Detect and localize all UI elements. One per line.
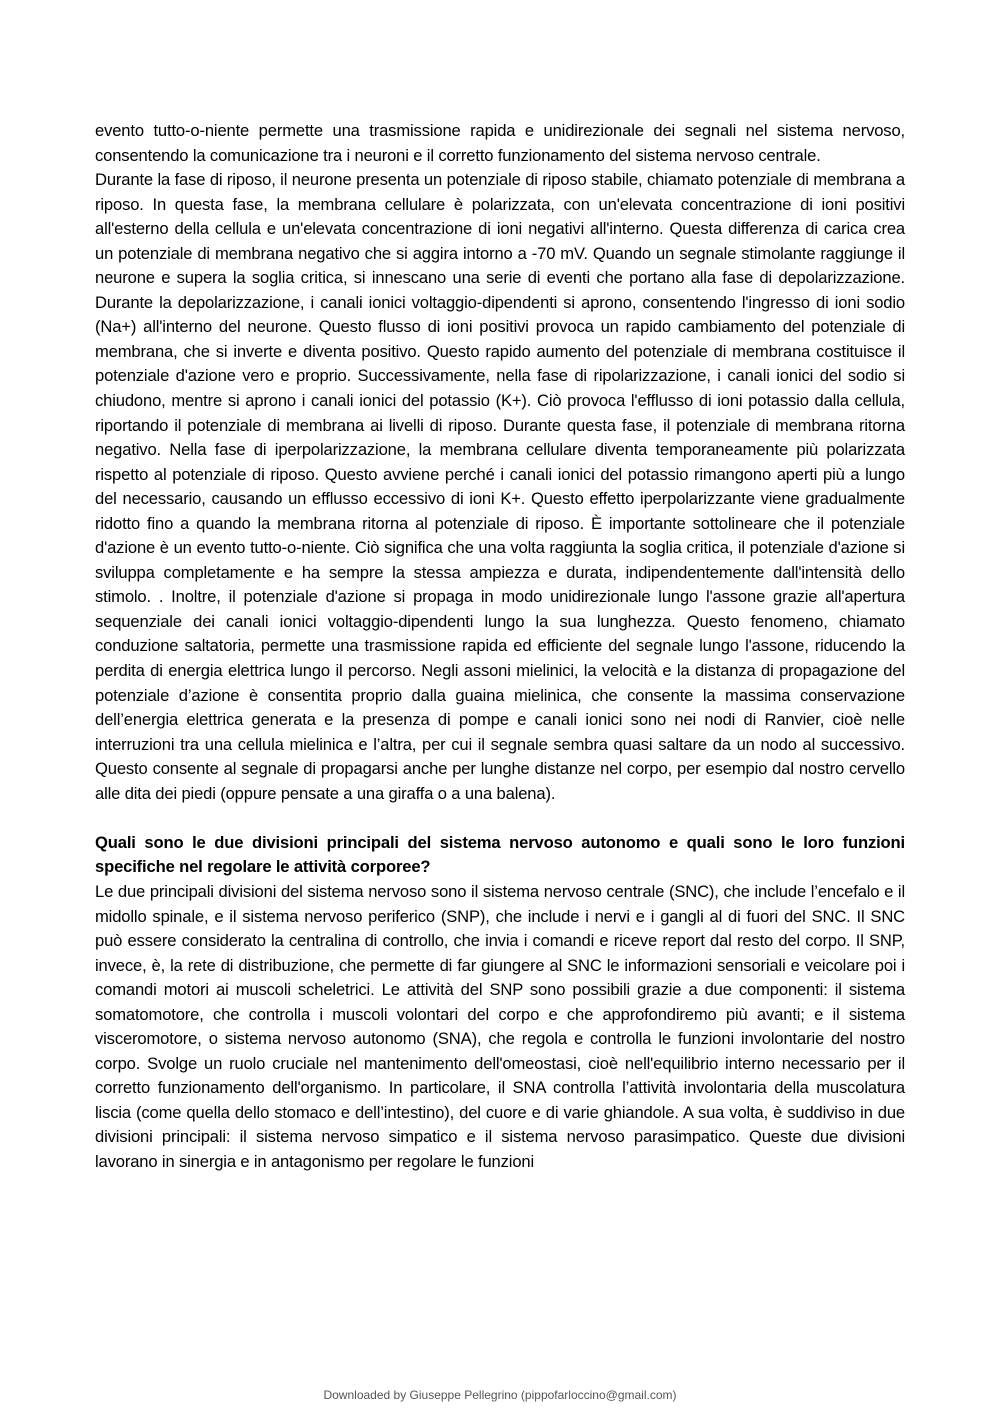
paragraph-gap: [95, 806, 905, 831]
paragraph-action-potential: Durante la fase di riposo, il neurone presenta un potenziale di riposo stabile, chiamato potenziale di membrana a riposo. In questa fase, la membrana cellulare è polarizzata, con un'elevata concentrazione di ioni positivi all'esterno della cellula e un'elevata concentrazione di ioni negativi all'interno. Questa differenza di carica crea un potenziale di membrana negativo che si aggira intorno a -70 mV. Quando un segnale stimolante raggiunge il neurone e supera la soglia critica, si innescano una serie di eventi che portano alla fase di depolarizzazione. Durante la depolarizzazione, i canali ionici voltaggio-dipendenti si aprono, consentendo l'ingresso di ioni sodio (Na+) all'interno del neurone. Questo flusso di ioni positivi provoca un rapido cambiamento del potenziale di membrana, che si inverte e diventa positivo. Questo rapido aumento del potenziale di membrana costituisce il potenziale d'azione vero e proprio. Successivamente, nella fase di ripolarizzazione, i canali ionici del sodio si chiudono, mentre si aprono i canali ionici del potassio (K+). Ciò provoca l'efflusso di ioni potassio dalla cellula, riportando il potenziale di membrana ai livelli di riposo. Durante questa fase, il potenziale di membrana ritorna negativo. Nella fase di iperpolarizzazione, la membrana cellulare diventa temporaneamente più polarizzata rispetto al potenziale di riposo. Questo avviene perché i canali ionici del potassio rimangono aperti più a lungo del necessario, causando un efflusso eccessivo di ioni K+. Questo effetto iperpolarizzante viene gradualmente ridotto fino a quando la membrana ritorna al potenziale di riposo. È importante sottolineare che il potenziale d'azione è un evento tutto-o-niente. Ciò significa che una volta raggiunta la soglia critica, il potenziale d'azione si sviluppa completamente e ha sempre la stessa ampiezza e durata, indipendentemente dall'intensità dello stimolo. . Inoltre, il potenziale d'azione si propaga in modo unidirezionale lungo l'assone grazie all'apertura sequenziale dei canali ionici voltaggio-dipendenti lungo la sua lunghezza. Questo fenomeno, chiamato conduzione saltatoria, permette una trasmissione rapida ed efficiente del segnale lungo l'assone, riducendo la perdita di energia elettrica lungo il percorso. Negli assoni mielinici, la velocità e la distanza di propagazione del potenziale d’azione è consentita proprio dalla guaina mielinica, che consente la massima conservazione dell’energia elettrica generata e la presenza di pompe e canali ionici sono nei nodi di Ranvier, cioè nelle interruzioni tra una cellula mielinica e l’altra, per cui il segnale sembra quasi saltare da un nodo al successivo. Questo consente al segnale di propagarsi anche per lunghe distanze nel corpo, per esempio dal nostro cervello alle dita dei piedi (oppure pensate a una giraffa o a una balena).: [95, 170, 905, 803]
document-page: [95, 119, 905, 1175]
section-question: Quali sono le due divisioni principali del sistema nervoso autonomo e quali sono le loro funzioni specifiche nel regolare le attività corporee?: [95, 832, 905, 877]
paragraph-intro: evento tutto-o-niente permette una trasmissione rapida e unidirezionale dei segnali nel sistema nervoso, consentendo la comunicazione tra i neuroni e il corretto funzionamento del sistema nervoso centrale.: [95, 121, 905, 165]
download-footer: Downloaded by Giuseppe Pellegrino (pippofarloccino@gmail.com): [323, 1388, 677, 1402]
paragraph-answer: Le due principali divisioni del sistema nervoso sono il sistema nervoso centrale (SNC), che include l’encefalo e il midollo spinale, e il sistema nervoso periferico (SNP), che include i nervi e i gangli al di fuori del SNC. Il SNC può essere considerato la centralina di controllo, che invia i comandi e riceve report dal resto del corpo. Il SNP, invece, è, la rete di distribuzione, che permette di far giungere al SNC le informazioni sensoriali e veicolare poi i comandi motori ai muscoli scheletrici. Le attività del SNP sono possibili grazie a due componenti: il sistema somatomotore, che controlla i muscoli volontari del corpo e che approfondiremo più avanti; e il sistema visceromotore, o sistema nervoso autonomo (SNA), che regola e controlla le funzioni involontarie del nostro corpo. Svolge un ruolo cruciale nel mantenimento dell'omeostasi, cioè nell'equilibrio interno necessario per il corretto funzionamento dell'organismo. In particolare, il SNA controlla l’attività involontaria della muscolatura liscia (come quella dello stomaco e dell’intestino), del cuore e di varie ghiandole. A sua volta, è suddiviso in due divisioni principali: il sistema nervoso simpatico e il sistema nervoso parasimpatico. Queste due divisioni lavorano in sinergia e in antagonismo per regolare le funzioni: [95, 881, 905, 1171]
